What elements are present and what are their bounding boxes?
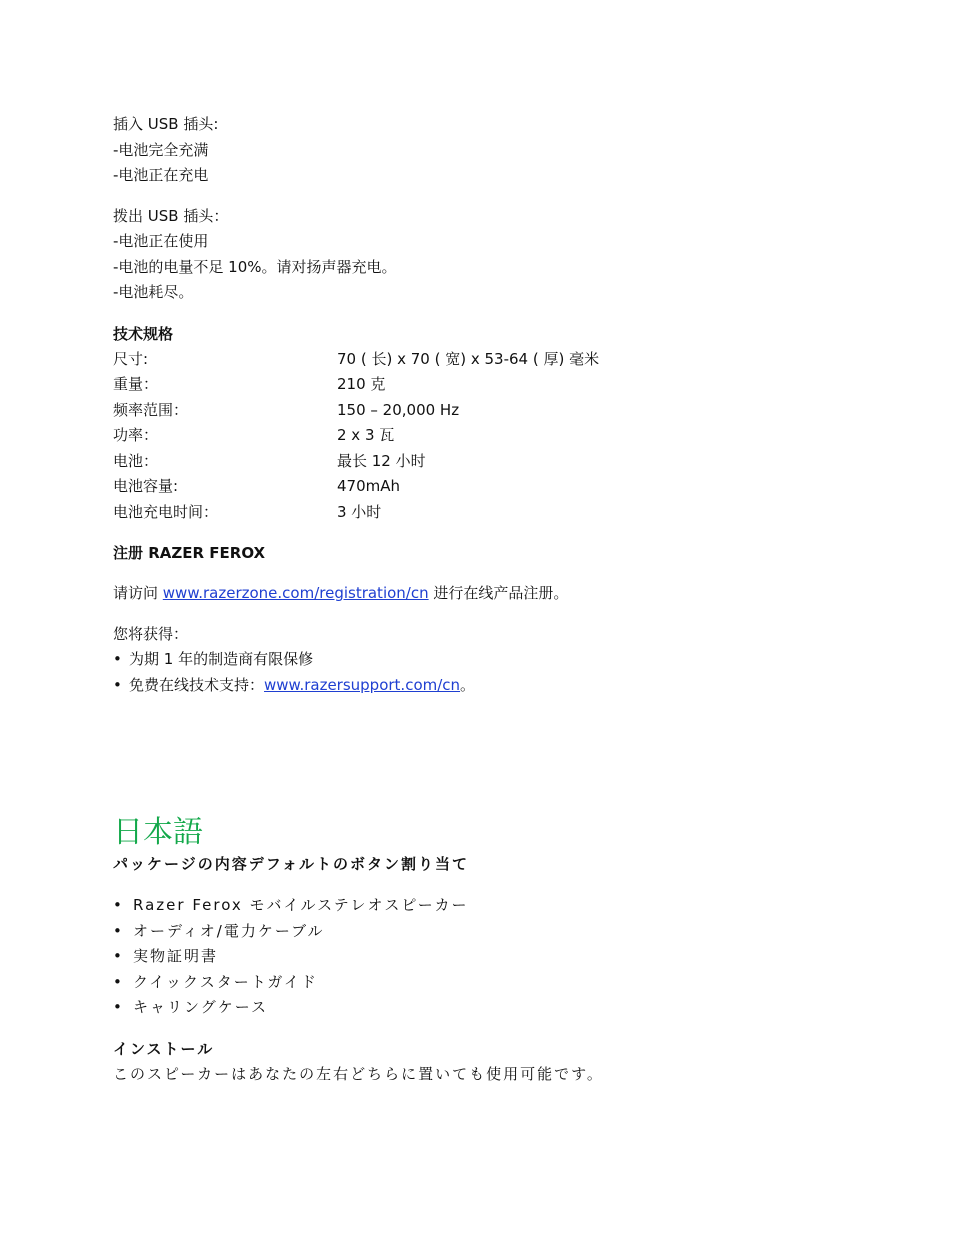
list-item	[113, 673, 873, 699]
usb-out-item: -电池正在使用	[113, 232, 209, 250]
spec-label: 电池容量:	[113, 477, 179, 495]
usb-out-item: -电池的电量不足 10%。请对扬声器充电。	[113, 257, 397, 276]
spec-row	[113, 347, 873, 373]
japanese-section-title: 日本語	[113, 815, 203, 850]
list-item	[113, 944, 873, 970]
spec-row	[113, 398, 873, 424]
spec-value: 470mAh	[337, 477, 401, 495]
spec-label: 电池：	[113, 451, 159, 470]
package-item: Razer Ferox モバイルステレオスピーカー	[133, 896, 469, 914]
register-heading: 注册 RAZER FEROX	[113, 544, 266, 562]
spec-label: 尺寸:	[113, 349, 149, 368]
list-item	[113, 919, 873, 945]
bullet-icon: •	[113, 896, 122, 914]
bullet-icon: •	[113, 675, 122, 694]
spec-value: 150 – 20,000 Hz	[337, 400, 460, 419]
bullet-icon: •	[113, 921, 122, 940]
register-line	[113, 581, 873, 607]
specs-table	[113, 347, 873, 526]
package-item: キャリングケース	[133, 998, 268, 1016]
spec-value: 2 x 3 瓦	[337, 426, 395, 444]
specs-heading: 技术规格	[113, 324, 174, 343]
benefit-suffix: 。	[460, 675, 476, 694]
spec-value: 最长 12 小时	[337, 451, 426, 470]
spec-row	[113, 423, 873, 449]
spec-row	[113, 500, 873, 526]
package-item: 実物証明書	[133, 947, 219, 965]
usb-out-item: -电池耗尽。	[113, 283, 194, 301]
bullet-icon: •	[113, 650, 122, 668]
benefit-text: 免费在线技术支持：	[129, 675, 265, 694]
usb-in-item: -电池正在充电	[113, 166, 209, 184]
spec-label: 重量：	[113, 375, 159, 393]
install-text: このスピーカーはあなたの左右どちらに置いても使用可能です。	[113, 1064, 604, 1083]
usb-in-label: 插入 USB 插头:	[113, 115, 219, 133]
benefits-label: 您将获得：	[113, 624, 189, 643]
package-item: クイックスタートガイド	[133, 972, 318, 991]
register-prefix: 请访问	[113, 584, 163, 602]
list-item	[113, 995, 873, 1021]
spec-label: 电池充电时间：	[113, 502, 219, 521]
benefit-text: 为期 1 年的制造商有限保修	[129, 650, 314, 668]
spec-label: 功率：	[113, 426, 159, 444]
bullet-icon: •	[113, 972, 122, 991]
bullet-icon: •	[113, 998, 122, 1016]
spec-row	[113, 449, 873, 475]
list-item	[113, 647, 873, 673]
package-heading: パッケージの内容デフォルトのボタン割り当て	[113, 855, 469, 873]
spec-row	[113, 372, 873, 398]
support-link[interactable]: www.razersupport.com/cn	[264, 675, 461, 694]
install-heading: インストール	[113, 1039, 215, 1058]
list-item	[113, 970, 873, 996]
list-item	[113, 893, 873, 919]
spec-value: 70 ( 长) x 70 ( 宽) x 53-64 ( 厚) 毫米	[337, 349, 600, 368]
spec-value: 3 小时	[337, 502, 382, 521]
usb-in-item: -电池完全充满	[113, 140, 209, 159]
spec-row	[113, 474, 873, 500]
usb-out-label: 拨出 USB 插头：	[113, 206, 229, 225]
document-page	[113, 112, 873, 1087]
registration-link[interactable]: www.razerzone.com/registration/cn	[162, 584, 429, 602]
register-suffix: 进行在线产品注册。	[428, 584, 569, 602]
bullet-icon: •	[113, 947, 122, 965]
spec-value: 210 克	[337, 375, 386, 393]
package-item: オーディオ/電力ケーブル	[133, 921, 325, 940]
spec-label: 频率范围：	[113, 400, 189, 419]
